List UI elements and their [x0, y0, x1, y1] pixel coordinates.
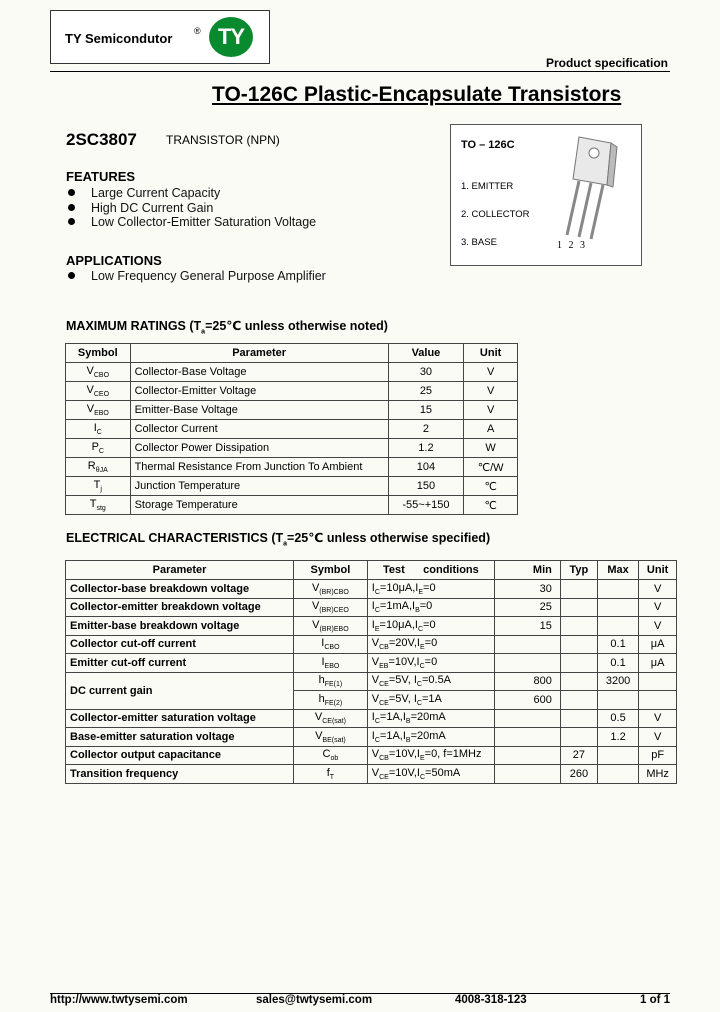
symbol-cell: [294, 635, 368, 654]
max-cell: 1.2: [597, 728, 638, 747]
symbol-letter: R: [87, 459, 96, 472]
condition-cell: [367, 672, 494, 691]
condition-text: =5V, I: [388, 674, 417, 687]
parameter-cell: Collector-Base Voltage: [130, 363, 388, 382]
table-row: [66, 709, 677, 728]
symbol-subscript: CBO: [324, 644, 340, 652]
table-row: [66, 617, 677, 636]
table-row: [66, 746, 677, 765]
symbol-letter: V: [314, 711, 323, 724]
typ-cell: [560, 580, 597, 599]
parameter-cell: Collector Power Dissipation: [130, 439, 388, 458]
symbol-cell: [66, 496, 131, 515]
value-cell: 15: [388, 401, 464, 420]
condition-text: =10μA,I: [379, 618, 418, 631]
typ-cell: 260: [560, 765, 597, 784]
unit-cell: ℃: [464, 496, 518, 515]
condition-cell: [367, 709, 494, 728]
list-item: Large Current Capacity: [66, 186, 406, 201]
symbol-letter: V: [86, 364, 94, 377]
unit-cell: ℃/W: [464, 458, 518, 477]
table-row: [66, 580, 677, 599]
part-number: 2SC3807: [66, 130, 137, 149]
registered-mark: ®: [194, 26, 201, 36]
table-header-row: [66, 561, 677, 580]
parameter-cell: Junction Temperature: [130, 477, 388, 496]
symbol-subscript: FE(1): [324, 681, 343, 689]
condition-subscript: C: [374, 718, 380, 726]
condition-text: V: [371, 692, 380, 705]
column-header: Min: [494, 561, 560, 580]
max-ratings-heading: MAXIMUM RATINGS ($T_a=25℃$ unless otherwise noted): [66, 319, 388, 336]
condition-text: I: [371, 711, 375, 724]
symbol-cell: [66, 420, 131, 439]
parameter-cell: Base-emitter saturation voltage: [66, 728, 294, 747]
column-header: Unit: [464, 344, 518, 363]
symbol-cell: [66, 382, 131, 401]
symbol-cell: [294, 598, 368, 617]
unit-cell: V: [639, 617, 677, 636]
symbol-letter: V: [86, 402, 95, 415]
value-cell: 104: [388, 458, 464, 477]
condition-text: I: [371, 618, 375, 631]
condition-subscript: CB: [379, 755, 389, 763]
electrical-characteristics-table: [65, 560, 677, 784]
condition-cell: [367, 598, 494, 617]
symbol-subscript: CEO: [93, 391, 110, 399]
min-cell: 25: [494, 598, 560, 617]
unit-cell: MHz: [639, 765, 677, 784]
condition-text: I: [371, 729, 375, 742]
symbol-cell: [294, 746, 368, 765]
condition-subscript: CE: [379, 773, 389, 781]
condition-subscript: B: [405, 736, 411, 744]
table-row: [66, 477, 518, 496]
min-cell: [494, 654, 560, 673]
bullet-icon: [68, 189, 75, 196]
condition-subscript: C: [419, 662, 425, 670]
footer-email-link[interactable]: sales@twtysemi.com: [256, 994, 373, 1006]
condition-text: =20mA: [410, 729, 446, 742]
condition-subscript: B: [405, 718, 411, 726]
symbol-cell: [294, 728, 368, 747]
parameter-cell: Emitter-base breakdown voltage: [66, 617, 294, 636]
parameter-cell: Collector-base breakdown voltage: [66, 580, 294, 599]
table-row: [66, 401, 518, 420]
typ-cell: [560, 635, 597, 654]
typ-cell: [560, 691, 597, 710]
package-title: TO – 126C: [461, 139, 515, 151]
unit-cell: ℃: [464, 477, 518, 496]
value-cell: 30: [388, 363, 464, 382]
parameter-cell: Collector-emitter saturation voltage: [66, 709, 294, 728]
condition-subscript: C: [416, 699, 422, 707]
symbol-cell: [66, 477, 131, 496]
unit-cell: V: [464, 363, 518, 382]
pin-label: 2. COLLECTOR: [461, 209, 530, 220]
max-cell: 0.1: [597, 654, 638, 673]
condition-cell: [367, 765, 494, 784]
table-row: [66, 728, 677, 747]
package-panel: [450, 124, 642, 266]
parameter-cell: Transition frequency: [66, 765, 294, 784]
condition-text: =0: [423, 618, 436, 631]
features-heading: FEATURES: [66, 169, 136, 184]
min-cell: 15: [494, 617, 560, 636]
symbol-cell: [66, 439, 131, 458]
symbol-cell: [294, 765, 368, 784]
symbol-letter: V: [315, 729, 323, 742]
condition-text: =0, f=1MHz: [424, 748, 482, 761]
max-cell: [597, 746, 638, 765]
condition-cell: [367, 617, 494, 636]
min-cell: [494, 728, 560, 747]
transistor-package-icon: [551, 133, 631, 257]
column-header: Test conditions: [367, 561, 494, 580]
unit-cell: μA: [639, 635, 677, 654]
symbol-subscript: j: [100, 486, 102, 494]
unit-cell: A: [464, 420, 518, 439]
symbol-cell: [294, 709, 368, 728]
unit-cell: V: [639, 728, 677, 747]
condition-subscript: CE: [379, 699, 389, 707]
min-cell: [494, 635, 560, 654]
column-header: Parameter: [66, 561, 294, 580]
condition-text: =10V,I: [388, 655, 420, 668]
max-cell: 0.1: [597, 635, 638, 654]
parameter-cell: Collector-emitter breakdown voltage: [66, 598, 294, 617]
typ-cell: [560, 709, 597, 728]
max-cell: [597, 580, 638, 599]
condition-text: =5V, I: [388, 692, 417, 705]
pin-numbers: 1 2 3: [557, 240, 587, 251]
bullet-icon: [68, 272, 75, 279]
symbol-cell: [294, 691, 368, 710]
parameter-cell: Collector-Emitter Voltage: [130, 382, 388, 401]
symbol-cell: [294, 654, 368, 673]
unit-cell: μA: [639, 654, 677, 673]
company-name: TY Semicondutor: [65, 31, 173, 46]
symbol-subscript: C: [98, 448, 104, 456]
table-row: [66, 363, 518, 382]
min-cell: 30: [494, 580, 560, 599]
parameter-cell: Collector cut-off current: [66, 635, 294, 654]
footer-phone: 4008-318-123: [455, 994, 527, 1006]
condition-subscript: C: [374, 736, 380, 744]
symbol-letter: P: [91, 440, 99, 453]
value-cell: 2: [388, 420, 464, 439]
symbol-subscript: CE(sat): [322, 718, 346, 726]
condition-subscript: C: [374, 588, 380, 596]
part-type: TRANSISTOR (NPN): [166, 133, 280, 147]
applications-heading: APPLICATIONS: [66, 253, 162, 268]
company-logo: [50, 10, 270, 64]
condition-text: V: [371, 637, 380, 650]
condition-cell: [367, 691, 494, 710]
typ-cell: [560, 654, 597, 673]
symbol-letter: h: [318, 692, 325, 705]
condition-cell: [367, 728, 494, 747]
symbol-subscript: EBO: [324, 662, 340, 670]
condition-cell: [367, 635, 494, 654]
symbol-letter: T: [93, 478, 101, 491]
symbol-cell: [294, 672, 368, 691]
logo-mark-icon: TY: [209, 17, 253, 57]
condition-text: =20V,I: [388, 637, 420, 650]
document-title: TO-126C Plastic-Encapsulate Transistors: [212, 83, 622, 106]
min-cell: 600: [494, 691, 560, 710]
condition-text: V: [371, 766, 380, 779]
symbol-subscript: (BR)EBO: [319, 625, 349, 633]
condition-cell: [367, 746, 494, 765]
symbol-cell: [66, 363, 131, 382]
min-cell: 800: [494, 672, 560, 691]
column-header: Symbol: [294, 561, 368, 580]
condition-subscript: E: [419, 755, 425, 763]
symbol-subscript: ob: [330, 755, 339, 763]
bullet-icon: [68, 218, 75, 225]
unit-cell: V: [464, 401, 518, 420]
symbol-cell: [66, 401, 131, 420]
column-header: Symbol: [66, 344, 131, 363]
condition-subscript: C: [416, 681, 422, 689]
applications-list: [66, 269, 406, 284]
condition-text: =0: [419, 600, 433, 613]
table-row: [66, 382, 518, 401]
bullet-icon: [68, 204, 75, 211]
table-row: [66, 635, 677, 654]
min-cell: [494, 765, 560, 784]
condition-text: =10μA,I: [379, 581, 419, 594]
max-cell: [597, 765, 638, 784]
symbol-subscript: C: [96, 429, 102, 437]
condition-text: V: [371, 655, 380, 668]
unit-cell: pF: [639, 746, 677, 765]
unit-cell: V: [639, 598, 677, 617]
condition-cell: [367, 580, 494, 599]
typ-cell: [560, 672, 597, 691]
condition-subscript: C: [374, 607, 380, 615]
symbol-cell: [66, 458, 131, 477]
symbol-subscript: (BR)CBO: [319, 588, 349, 596]
features-list: [66, 186, 406, 230]
symbol-cell: [294, 617, 368, 636]
condition-text: =0: [424, 637, 438, 650]
typ-cell: [560, 617, 597, 636]
symbol-subscript: FE(2): [324, 699, 343, 707]
parameter-cell: Collector output capacitance: [66, 746, 294, 765]
unit-cell: [639, 691, 677, 710]
list-item: Low Collector-Emitter Saturation Voltage: [66, 215, 406, 230]
unit-cell: V: [639, 709, 677, 728]
condition-subscript: EB: [379, 662, 389, 670]
unit-cell: V: [464, 382, 518, 401]
column-header: Parameter: [130, 344, 388, 363]
header-divider: [50, 71, 670, 72]
symbol-subscript: θJA: [95, 467, 108, 475]
condition-text: =10V,I: [388, 748, 420, 761]
list-item: High DC Current Gain: [66, 201, 406, 216]
condition-text: I: [371, 600, 375, 613]
product-spec-label: Product specification: [545, 56, 668, 70]
pin-label: 3. BASE: [461, 237, 497, 248]
page-number: 1 of 1: [640, 994, 671, 1006]
table-row: [66, 598, 677, 617]
parameter-cell: Collector Current: [130, 420, 388, 439]
column-header: Typ: [560, 561, 597, 580]
table-row: [66, 496, 518, 515]
table-row: [66, 458, 518, 477]
symbol-letter: f: [326, 766, 330, 779]
table-header-row: [66, 344, 518, 363]
condition-text: =20mA: [410, 711, 446, 724]
symbol-letter: T: [89, 497, 97, 510]
list-item: Low Frequency General Purpose Amplifier: [66, 269, 406, 284]
table-row: [66, 420, 518, 439]
max-cell: [597, 691, 638, 710]
column-header: Value: [388, 344, 464, 363]
condition-text: =0: [423, 581, 436, 594]
parameter-cell: Emitter cut-off current: [66, 654, 294, 673]
value-cell: 25: [388, 382, 464, 401]
footer-website-link[interactable]: http://www.twtysemi.com: [50, 994, 188, 1006]
min-cell: [494, 746, 560, 765]
condition-text: =1A,I: [379, 711, 406, 724]
condition-subscript: C: [419, 773, 426, 781]
parameter-cell: Thermal Resistance From Junction To Ambient: [130, 458, 388, 477]
max-cell: 0.5: [597, 709, 638, 728]
condition-text: =1A,I: [379, 729, 406, 742]
typ-cell: 27: [560, 746, 597, 765]
column-header: Unit: [639, 561, 677, 580]
electrical-heading: ELECTRICAL CHARACTERISTICS ($T_a=25℃$ unless otherwise specified): [66, 531, 491, 548]
value-cell: 150: [388, 477, 464, 496]
condition-subscript: CE: [379, 681, 389, 689]
condition-text: =50mA: [425, 766, 461, 779]
max-cell: 3200: [597, 672, 638, 691]
typ-cell: [560, 598, 597, 617]
value-cell: 1.2: [388, 439, 464, 458]
symbol-subscript: (BR)CEO: [319, 607, 349, 615]
table-row: [66, 654, 677, 673]
parameter-cell: DC current gain: [66, 672, 294, 709]
condition-cell: [367, 654, 494, 673]
symbol-subscript: stg: [96, 505, 106, 513]
condition-subscript: C: [417, 625, 424, 633]
symbol-cell: [294, 580, 368, 599]
symbol-subscript: BE(sat): [322, 736, 346, 744]
symbol-subscript: EBO: [94, 410, 109, 418]
symbol-letter: V: [86, 383, 94, 396]
max-ratings-table: [65, 343, 518, 515]
unit-cell: W: [464, 439, 518, 458]
symbol-subscript: T: [329, 773, 335, 781]
symbol-letter: h: [318, 674, 325, 687]
condition-text: V: [371, 674, 380, 687]
value-cell: -55~+150: [388, 496, 464, 515]
max-cell: [597, 598, 638, 617]
symbol-letter: V: [311, 581, 320, 594]
unit-cell: V: [639, 580, 677, 599]
symbol-letter: C: [322, 748, 331, 761]
condition-subscript: E: [419, 644, 425, 652]
symbol-letter: I: [321, 637, 325, 650]
condition-text: V: [371, 748, 380, 761]
condition-text: =10V,I: [388, 766, 420, 779]
pin-label: 1. EMITTER: [461, 181, 514, 192]
condition-text: =1A: [421, 692, 442, 705]
symbol-letter: I: [321, 655, 325, 668]
condition-subscript: E: [418, 588, 424, 596]
table-row: [66, 439, 518, 458]
column-header: Max: [597, 561, 638, 580]
condition-text: =1mA,I: [379, 600, 416, 613]
condition-subscript: E: [374, 625, 380, 633]
symbol-letter: I: [93, 421, 97, 434]
table-row: [66, 672, 677, 691]
max-cell: [597, 617, 638, 636]
condition-text: I: [371, 581, 375, 594]
symbol-letter: V: [312, 618, 320, 631]
unit-cell: [639, 672, 677, 691]
typ-cell: [560, 728, 597, 747]
condition-text: =0: [424, 655, 438, 668]
table-row: [66, 765, 677, 784]
symbol-subscript: CBO: [93, 372, 110, 380]
condition-text: =0.5A: [421, 674, 452, 687]
condition-subscript: B: [415, 607, 420, 615]
parameter-cell: Emitter-Base Voltage: [130, 401, 388, 420]
symbol-letter: V: [311, 600, 320, 613]
condition-subscript: CB: [379, 644, 389, 652]
min-cell: [494, 709, 560, 728]
parameter-cell: Storage Temperature: [130, 496, 388, 515]
